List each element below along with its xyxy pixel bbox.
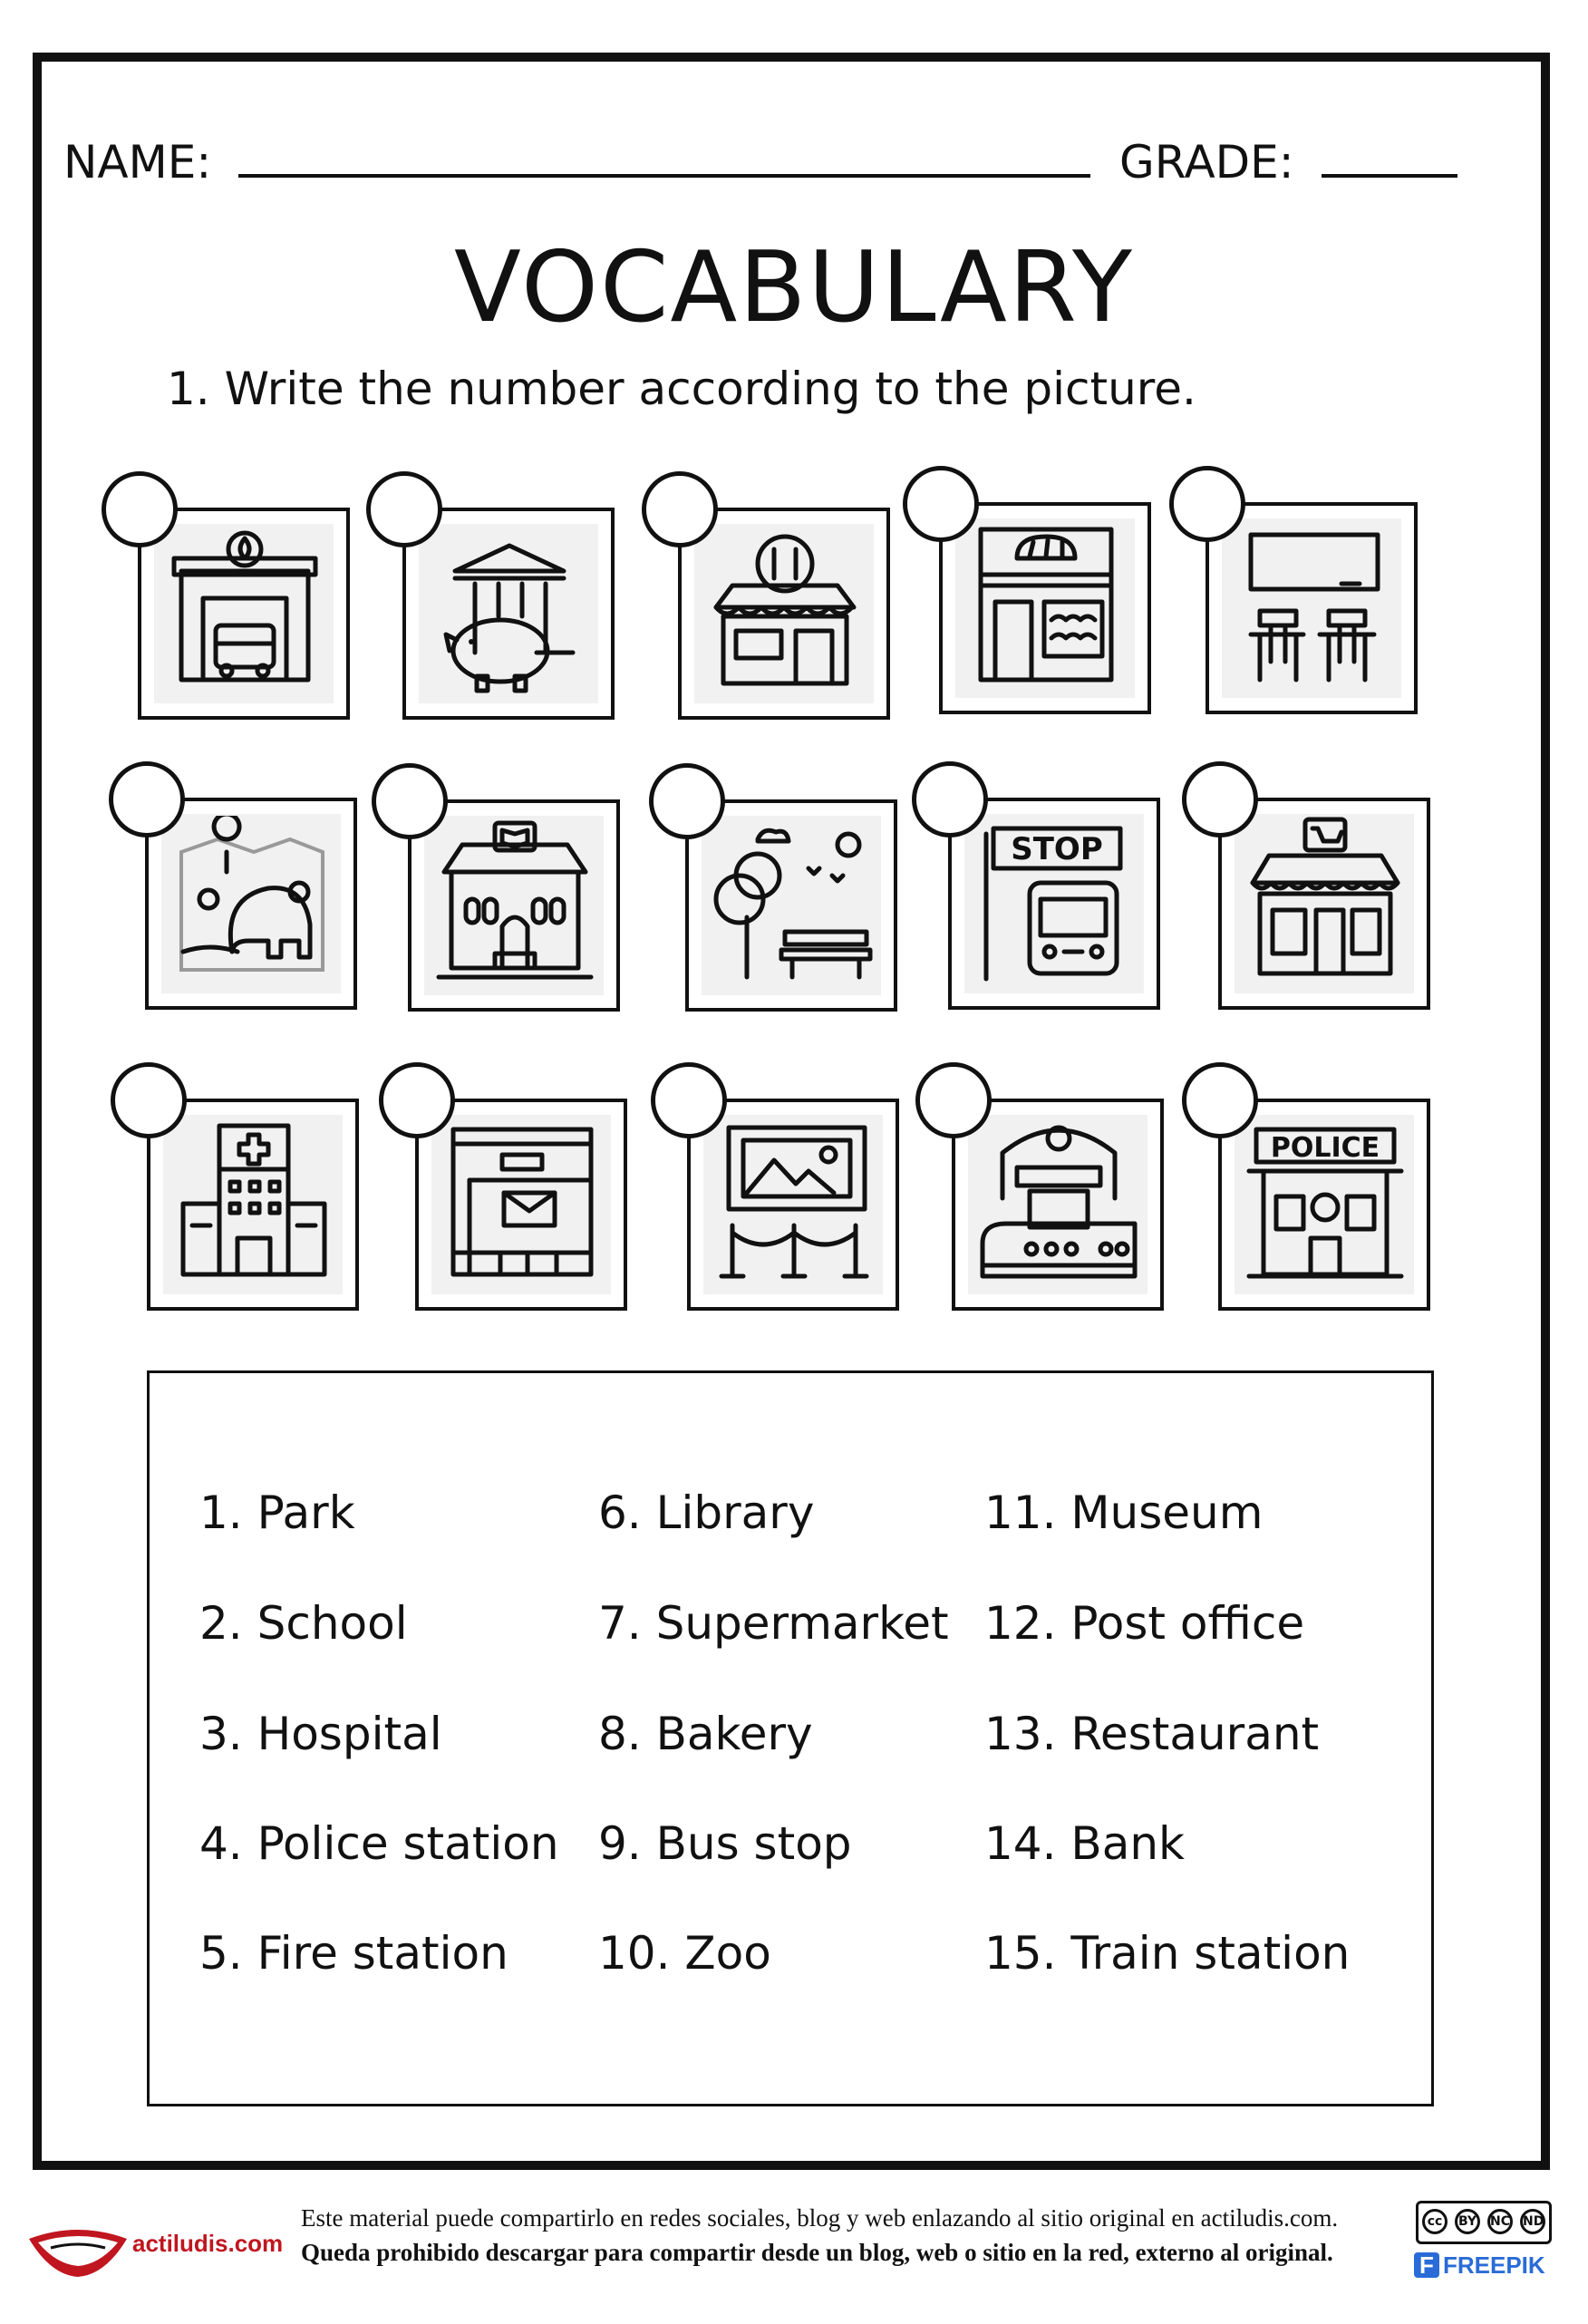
vocab-word: 2. School [199, 1597, 408, 1650]
freepik-icon: F [1414, 2252, 1439, 2278]
picture-card [111, 1062, 364, 1316]
name-blank[interactable] [238, 165, 1090, 178]
answer-circle[interactable] [912, 761, 988, 838]
vocab-word: 9. Bus stop [598, 1817, 852, 1870]
picture-card [379, 1062, 633, 1316]
train-station-icon [970, 1117, 1147, 1294]
vocab-word: 5. Fire station [199, 1927, 508, 1980]
picture-card [915, 1062, 1169, 1316]
bakery-icon [957, 520, 1135, 698]
bus-stop-icon [966, 816, 1144, 993]
answer-circle[interactable] [366, 471, 442, 547]
answer-circle[interactable] [1169, 466, 1245, 542]
restaurant-icon [696, 526, 874, 703]
post-office-icon [433, 1117, 611, 1294]
grade-label: GRADE: [1119, 136, 1294, 189]
vocab-word: 15. Train station [984, 1927, 1351, 1980]
license-note-1: Este material puede compartirlo en redes sociales, blog y web enlazando al sitio original en actiludis.com. [301, 2204, 1339, 2232]
brand-link[interactable]: actiludis.com [132, 2230, 284, 2257]
police-station-icon [1236, 1117, 1414, 1294]
picture-card [372, 763, 625, 1017]
vocab-word: 1. Park [199, 1486, 355, 1539]
vocab-word: 4. Police station [199, 1817, 559, 1870]
police-sign-text: POLICE [1270, 1132, 1380, 1164]
picture-card [649, 763, 903, 1017]
library-icon [426, 818, 604, 995]
picture-card [1182, 761, 1436, 1015]
vocab-word: 7. Supermarket [598, 1597, 949, 1650]
vocab-word: 3. Hospital [199, 1708, 442, 1760]
vocab-word: 6. Library [598, 1486, 815, 1539]
answer-circle[interactable] [651, 1062, 727, 1138]
museum-icon [705, 1117, 883, 1294]
license-note-2: Queda prohibido descargar para compartir desde un blog, web o sitio en la red, externo al original. [301, 2239, 1333, 2266]
instruction: 1. Write the number according to the picture. [167, 363, 1196, 415]
cc-license-badge [1416, 2201, 1552, 2244]
picture-card [903, 466, 1157, 720]
picture-card [102, 471, 355, 725]
name-label: NAME: [63, 136, 212, 189]
answer-circle[interactable] [1182, 1062, 1258, 1138]
answer-circle[interactable] [111, 1062, 187, 1138]
picture-card [642, 471, 896, 725]
page-title: VOCABULARY [453, 231, 1135, 344]
vocab-word: 13. Restaurant [984, 1708, 1320, 1760]
fire-station-icon [156, 526, 334, 703]
answer-circle[interactable] [1182, 761, 1258, 838]
vocab-word: 14. Bank [984, 1817, 1185, 1870]
picture-card [651, 1062, 905, 1316]
by-icon: BY [1455, 2209, 1480, 2234]
picture-card [912, 761, 1166, 1015]
picture-card [1182, 1062, 1436, 1316]
park-icon [703, 818, 881, 995]
vocab-word: 11. Museum [984, 1486, 1264, 1539]
nd-icon: ND [1520, 2209, 1545, 2234]
freepik-label: FREEPIK [1443, 2251, 1545, 2279]
cc-icon: cc [1422, 2209, 1448, 2234]
answer-circle[interactable] [642, 471, 718, 547]
answer-circle[interactable] [372, 763, 448, 839]
picture-card [109, 761, 363, 1015]
header-line [63, 136, 1477, 189]
supermarket-icon [1236, 816, 1414, 993]
vocab-word: 12. Post office [984, 1597, 1305, 1650]
answer-circle[interactable] [102, 471, 178, 547]
picture-card [1169, 466, 1423, 720]
bank-icon [421, 526, 598, 703]
answer-circle[interactable] [903, 466, 979, 542]
actiludis-logo-icon [24, 2212, 132, 2293]
answer-circle[interactable] [915, 1062, 992, 1138]
answer-circle[interactable] [379, 1062, 455, 1138]
bus-stop-sign-text: STOP [1011, 831, 1103, 867]
answer-circle[interactable] [109, 761, 185, 838]
vocab-word: 10. Zoo [598, 1927, 771, 1980]
zoo-icon [163, 816, 341, 993]
grade-blank[interactable] [1322, 165, 1457, 178]
school-classroom-icon [1224, 520, 1401, 698]
vocab-word: 8. Bakery [598, 1708, 813, 1760]
answer-circle[interactable] [649, 763, 725, 839]
picture-card [366, 471, 620, 725]
freepik-logo [1414, 2251, 1545, 2280]
hospital-icon [165, 1117, 343, 1294]
nc-icon: NC [1487, 2209, 1513, 2234]
